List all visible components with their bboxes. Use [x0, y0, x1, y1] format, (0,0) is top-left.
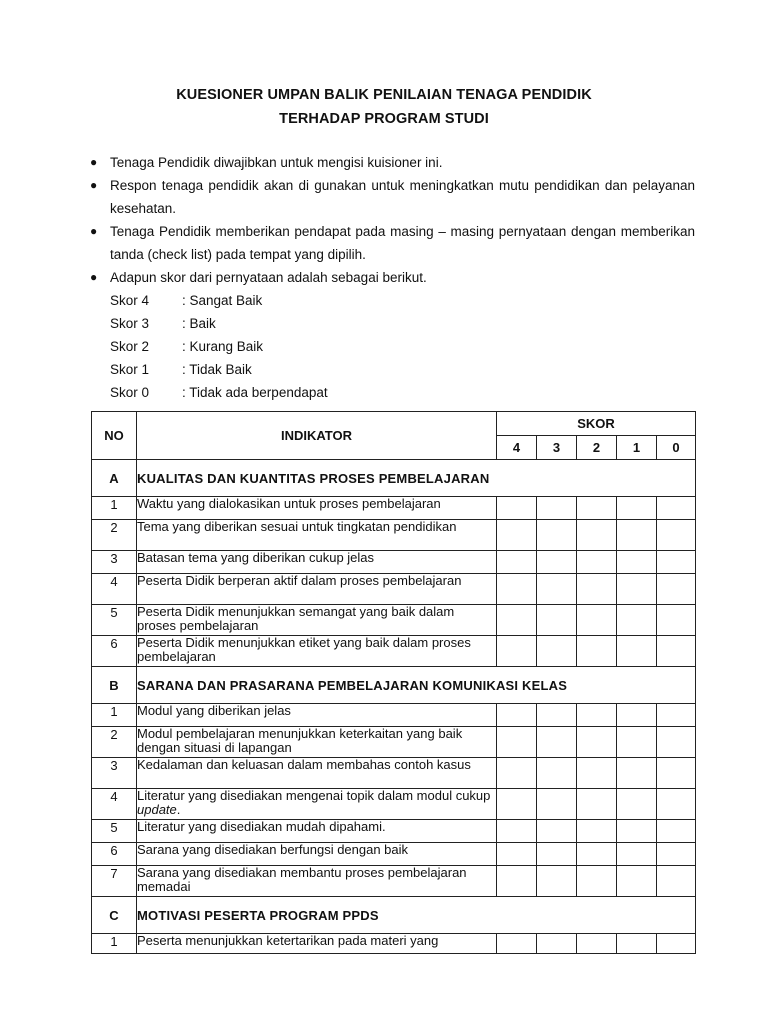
indicator-cell: [137, 843, 497, 866]
score-checkbox-cell-4[interactable]: [497, 727, 537, 758]
table-row: [92, 497, 696, 520]
instruction-text: Adapun skor dari pernyataan adalah sebagai berikut.: [110, 270, 427, 285]
score-col-header: 0: [657, 436, 696, 460]
instruction-text: Tenaga Pendidik memberikan pendapat pada masing – masing pernyataan dengan memberikan tanda (check list) pada tempat yang dipilih.: [110, 224, 695, 262]
score-checkbox-cell-3[interactable]: [537, 704, 577, 727]
score-checkbox-cell-3[interactable]: [537, 820, 577, 843]
indicator-text: Literatur yang disediakan mengenai topik dalam modul cukup: [137, 788, 491, 803]
section-row: [92, 460, 696, 497]
section-title: MOTIVASI PESERTA PROGRAM PPDS: [137, 897, 696, 934]
indicator-text: Tema yang diberikan sesuai untuk tingkatan pendidikan: [137, 519, 457, 534]
section-title: SARANA DAN PRASARANA PEMBELAJARAN KOMUNIKASI KELAS: [137, 667, 696, 704]
section-title: KUALITAS DAN KUANTITAS PROSES PEMBELAJARAN: [137, 460, 696, 497]
table-row: [92, 574, 696, 605]
row-number: 3: [92, 758, 137, 789]
score-checkbox-cell-1[interactable]: [617, 727, 657, 758]
document-title-line-1: KUESIONER UMPAN BALIK PENILAIAN TENAGA PENDIDIK: [176, 87, 592, 103]
indicator-cell: [137, 820, 497, 843]
indicator-cell: [137, 727, 497, 758]
section-row: [92, 667, 696, 704]
indicator-suffix: .: [176, 802, 181, 817]
section-row: [92, 897, 696, 934]
score-checkbox-cell-1[interactable]: [617, 605, 657, 636]
score-legend-row: [110, 381, 695, 404]
indicator-text: Waktu yang dialokasikan untuk proses pembelajaran: [137, 496, 441, 511]
indicator-cell: [137, 497, 497, 520]
table-row: [92, 704, 696, 727]
table-row: [92, 866, 696, 897]
score-checkbox-cell-0[interactable]: [657, 843, 696, 866]
indicator-cell: [137, 789, 497, 820]
score-key: Skor 3: [110, 316, 150, 331]
indicator-text: Batasan tema yang diberikan cukup jelas: [137, 550, 375, 565]
score-col-header: 3: [537, 436, 577, 460]
score-checkbox-cell-3[interactable]: [537, 758, 577, 789]
table-row: [92, 934, 696, 954]
score-checkbox-cell-2[interactable]: [577, 727, 617, 758]
indicator-cell: [137, 574, 497, 605]
score-key: Skor 4: [110, 293, 150, 308]
score-checkbox-cell-2[interactable]: [577, 866, 617, 897]
table-row: [92, 758, 696, 789]
score-checkbox-cell-4[interactable]: [497, 866, 537, 897]
score-checkbox-cell-3[interactable]: [537, 727, 577, 758]
indicator-text: Sarana yang disediakan berfungsi dengan baik: [137, 842, 409, 857]
score-checkbox-cell-3[interactable]: [537, 574, 577, 605]
score-checkbox-cell-2[interactable]: [577, 820, 617, 843]
score-key: Skor 2: [110, 339, 150, 354]
score-checkbox-cell-4[interactable]: [497, 843, 537, 866]
score-checkbox-cell-2[interactable]: [577, 520, 617, 551]
bullet-icon: ●: [90, 178, 98, 192]
instructions-list: [88, 151, 695, 404]
score-checkbox-cell-2[interactable]: [577, 497, 617, 520]
instruction-item: [88, 266, 695, 289]
row-number: 6: [92, 636, 137, 667]
table-row: [92, 843, 696, 866]
score-desc: : Tidak Baik: [182, 362, 252, 377]
score-checkbox-cell-1[interactable]: [617, 574, 657, 605]
questionnaire-table: [91, 411, 696, 954]
score-desc: : Tidak ada berpendapat: [182, 385, 328, 400]
score-checkbox-cell-1[interactable]: [617, 820, 657, 843]
indicator-cell: [137, 551, 497, 574]
score-checkbox-cell-3[interactable]: [537, 497, 577, 520]
indicator-cell: [137, 704, 497, 727]
score-checkbox-cell-0[interactable]: [657, 704, 696, 727]
instruction-text: Tenaga Pendidik diwajibkan untuk mengisi kuisioner ini.: [110, 155, 443, 170]
score-checkbox-cell-1[interactable]: [617, 789, 657, 820]
score-checkbox-cell-4[interactable]: [497, 605, 537, 636]
indicator-cell: [137, 866, 497, 897]
score-desc: : Baik: [182, 316, 216, 331]
score-key: Skor 1: [110, 362, 150, 377]
indicator-italic-text: update: [137, 802, 177, 817]
score-checkbox-cell-2[interactable]: [577, 789, 617, 820]
score-checkbox-cell-3[interactable]: [537, 605, 577, 636]
score-legend-row: [110, 312, 695, 335]
score-checkbox-cell-2[interactable]: [577, 843, 617, 866]
col-header-skor: SKOR: [497, 412, 696, 436]
score-col-header: 2: [577, 436, 617, 460]
score-checkbox-cell-1[interactable]: [617, 866, 657, 897]
row-number: 7: [92, 866, 137, 897]
indicator-text: Peserta Didik berperan aktif dalam proses pembelajaran: [137, 573, 462, 588]
score-checkbox-cell-1[interactable]: [617, 497, 657, 520]
score-checkbox-cell-2[interactable]: [577, 605, 617, 636]
score-checkbox-cell-4[interactable]: [497, 934, 537, 954]
instruction-text: Respon tenaga pendidik akan di gunakan untuk meningkatkan mutu pendidikan dan pelayanan kesehatan.: [110, 178, 695, 216]
score-checkbox-cell-0[interactable]: [657, 551, 696, 574]
indicator-cell: [137, 758, 497, 789]
bullet-icon: ●: [90, 155, 98, 169]
score-checkbox-cell-1[interactable]: [617, 636, 657, 667]
score-checkbox-cell-0[interactable]: [657, 520, 696, 551]
col-header-no: NO: [92, 412, 137, 460]
score-checkbox-cell-0[interactable]: [657, 820, 696, 843]
instruction-item: [88, 151, 695, 174]
table-row: [92, 636, 696, 667]
table-row: [92, 520, 696, 551]
score-checkbox-cell-0[interactable]: [657, 605, 696, 636]
row-number: 5: [92, 820, 137, 843]
row-number: 2: [92, 520, 137, 551]
section-code: A: [92, 460, 137, 497]
row-number: 1: [92, 934, 137, 954]
score-key: Skor 0: [110, 385, 150, 400]
score-checkbox-cell-3[interactable]: [537, 551, 577, 574]
score-checkbox-cell-3[interactable]: [537, 636, 577, 667]
score-checkbox-cell-4[interactable]: [497, 551, 537, 574]
score-legend: [110, 289, 695, 404]
row-number: 6: [92, 843, 137, 866]
score-checkbox-cell-1[interactable]: [617, 758, 657, 789]
indicator-text: Peserta Didik menunjukkan semangat yang baik dalam proses pembelajaran: [137, 604, 455, 633]
score-checkbox-cell-2[interactable]: [577, 704, 617, 727]
score-desc: : Kurang Baik: [182, 339, 264, 354]
score-checkbox-cell-3[interactable]: [537, 520, 577, 551]
score-checkbox-cell-4[interactable]: [497, 636, 537, 667]
score-checkbox-cell-4[interactable]: [497, 789, 537, 820]
table-row: [92, 727, 696, 758]
row-number: 2: [92, 727, 137, 758]
indicator-text: Sarana yang disediakan membantu proses pembelajaran memadai: [137, 865, 467, 894]
table-row: [92, 789, 696, 820]
indicator-cell: [137, 934, 497, 954]
col-header-indikator: INDIKATOR: [137, 412, 497, 460]
section-code: B: [92, 667, 137, 704]
score-checkbox-cell-1[interactable]: [617, 934, 657, 954]
instruction-item: [88, 220, 695, 266]
score-checkbox-cell-0[interactable]: [657, 934, 696, 954]
row-number: 4: [92, 789, 137, 820]
indicator-text: Literatur yang disediakan mudah dipahami.: [137, 819, 386, 834]
score-legend-row: [110, 358, 695, 381]
row-number: 4: [92, 574, 137, 605]
instruction-item: [88, 174, 695, 220]
score-checkbox-cell-3[interactable]: [537, 843, 577, 866]
row-number: 5: [92, 605, 137, 636]
score-checkbox-cell-3[interactable]: [537, 789, 577, 820]
score-checkbox-cell-2[interactable]: [577, 934, 617, 954]
score-checkbox-cell-0[interactable]: [657, 758, 696, 789]
indicator-text: Modul pembelajaran menunjukkan keterkaitan yang baik dengan situasi di lapangan: [137, 726, 463, 755]
bullet-icon: ●: [90, 224, 98, 238]
score-checkbox-cell-0[interactable]: [657, 574, 696, 605]
table-row: [92, 820, 696, 843]
row-number: 3: [92, 551, 137, 574]
score-checkbox-cell-0[interactable]: [657, 727, 696, 758]
score-checkbox-cell-4[interactable]: [497, 820, 537, 843]
indicator-text: Peserta Didik menunjukkan etiket yang baik dalam proses pembelajaran: [137, 635, 471, 664]
score-legend-row: [110, 289, 695, 312]
score-checkbox-cell-2[interactable]: [577, 758, 617, 789]
score-checkbox-cell-2[interactable]: [577, 574, 617, 605]
indicator-cell: [137, 605, 497, 636]
score-checkbox-cell-4[interactable]: [497, 497, 537, 520]
score-checkbox-cell-0[interactable]: [657, 636, 696, 667]
row-number: 1: [92, 497, 137, 520]
score-legend-row: [110, 335, 695, 358]
score-checkbox-cell-4[interactable]: [497, 704, 537, 727]
bullet-icon: ●: [90, 270, 98, 284]
score-checkbox-cell-4[interactable]: [497, 520, 537, 551]
indicator-text: Peserta menunjukkan ketertarikan pada materi yang: [137, 933, 439, 948]
document-title-line-2: TERHADAP PROGRAM STUDI: [279, 111, 489, 127]
indicator-cell: [137, 520, 497, 551]
indicator-text: Modul yang diberikan jelas: [137, 703, 291, 718]
score-checkbox-cell-0[interactable]: [657, 866, 696, 897]
score-checkbox-cell-4[interactable]: [497, 574, 537, 605]
score-checkbox-cell-1[interactable]: [617, 551, 657, 574]
score-checkbox-cell-1[interactable]: [617, 843, 657, 866]
table-row: [92, 551, 696, 574]
section-code: C: [92, 897, 137, 934]
table-row: [92, 605, 696, 636]
score-checkbox-cell-1[interactable]: [617, 520, 657, 551]
score-desc: : Sangat Baik: [182, 293, 263, 308]
score-checkbox-cell-2[interactable]: [577, 551, 617, 574]
score-checkbox-cell-3[interactable]: [537, 866, 577, 897]
score-checkbox-cell-0[interactable]: [657, 789, 696, 820]
score-checkbox-cell-2[interactable]: [577, 636, 617, 667]
indicator-cell: [137, 636, 497, 667]
indicator-text: Kedalaman dan keluasan dalam membahas contoh kasus: [137, 757, 471, 772]
score-checkbox-cell-4[interactable]: [497, 758, 537, 789]
score-col-header: 1: [617, 436, 657, 460]
score-checkbox-cell-3[interactable]: [537, 934, 577, 954]
score-checkbox-cell-0[interactable]: [657, 497, 696, 520]
score-checkbox-cell-1[interactable]: [617, 704, 657, 727]
score-col-header: 4: [497, 436, 537, 460]
row-number: 1: [92, 704, 137, 727]
